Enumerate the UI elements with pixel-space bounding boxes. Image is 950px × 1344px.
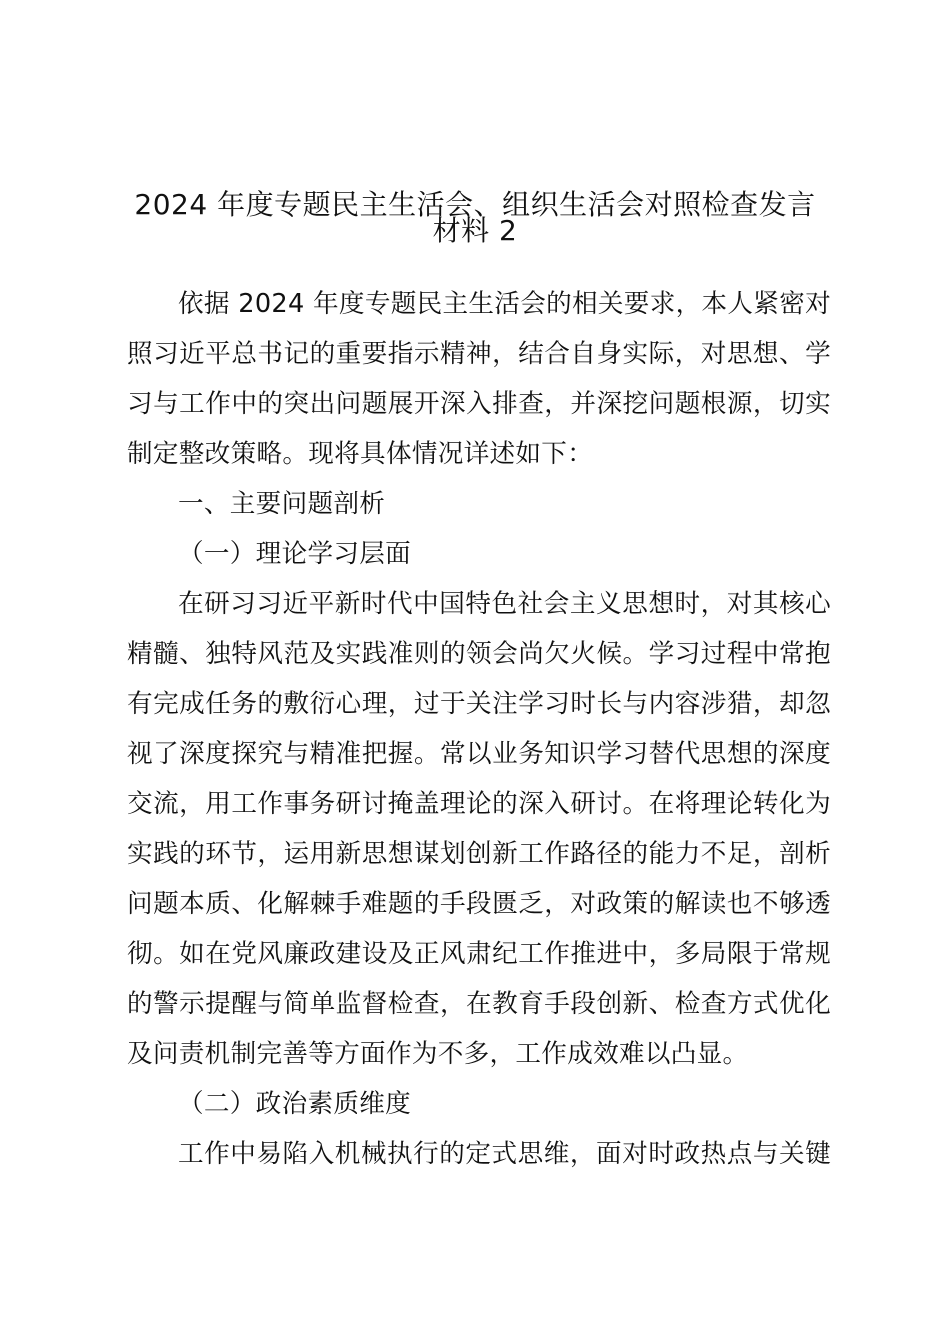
paragraph-line: 问题本质、化解棘手难题的手段匮乏，对政策的解读也不够透 [127, 889, 831, 919]
paragraph-line: 依据 2024 年度专题民主生活会的相关要求，本人紧密对 [178, 289, 831, 319]
document-title-line1: 2024 年度专题民主生活会、组织生活会对照检查发言 [134, 188, 816, 221]
paragraph-line: 制定整改策略。现将具体情况详述如下： [127, 439, 594, 469]
paragraph-line: 有完成任务的敷衍心理，过于关注学习时长与内容涉猎，却忽 [127, 689, 831, 719]
paragraph-line: 彻。如在党风廉政建设及正风肃纪工作推进中，多局限于常规 [127, 939, 831, 969]
paragraph-line: 习与工作中的突出问题展开深入排查，并深挖问题根源，切实 [127, 389, 831, 419]
section-heading: 一、主要问题剖析 [178, 489, 386, 519]
subsection-heading: （二）政治素质维度 [178, 1089, 412, 1119]
paragraph-line: 的警示提醒与简单监督检查，在教育手段创新、检查方式优化 [127, 989, 831, 1019]
paragraph-line: 交流，用工作事务研讨掩盖理论的深入研讨。在将理论转化为 [127, 789, 831, 819]
paragraph-line: 视了深度探究与精准把握。常以业务知识学习替代思想的深度 [127, 739, 831, 769]
paragraph-line: 照习近平总书记的重要指示精神，结合自身实际，对思想、学 [127, 339, 831, 369]
paragraph-line: 精髓、独特风范及实践准则的领会尚欠火候。学习过程中常抱 [127, 639, 831, 669]
subsection-heading: （一）理论学习层面 [178, 539, 412, 569]
paragraph-line: 工作中易陷入机械执行的定式思维，面对时政热点与关键 [178, 1139, 831, 1169]
document-title-line2: 材料 2 [432, 214, 518, 247]
paragraph-line: 实践的环节，运用新思想谋划创新工作路径的能力不足，剖析 [127, 839, 831, 869]
paragraph-line: 在研习习近平新时代中国特色社会主义思想时，对其核心 [178, 589, 831, 619]
paragraph-line: 及问责机制完善等方面作为不多，工作成效难以凸显。 [127, 1039, 749, 1069]
